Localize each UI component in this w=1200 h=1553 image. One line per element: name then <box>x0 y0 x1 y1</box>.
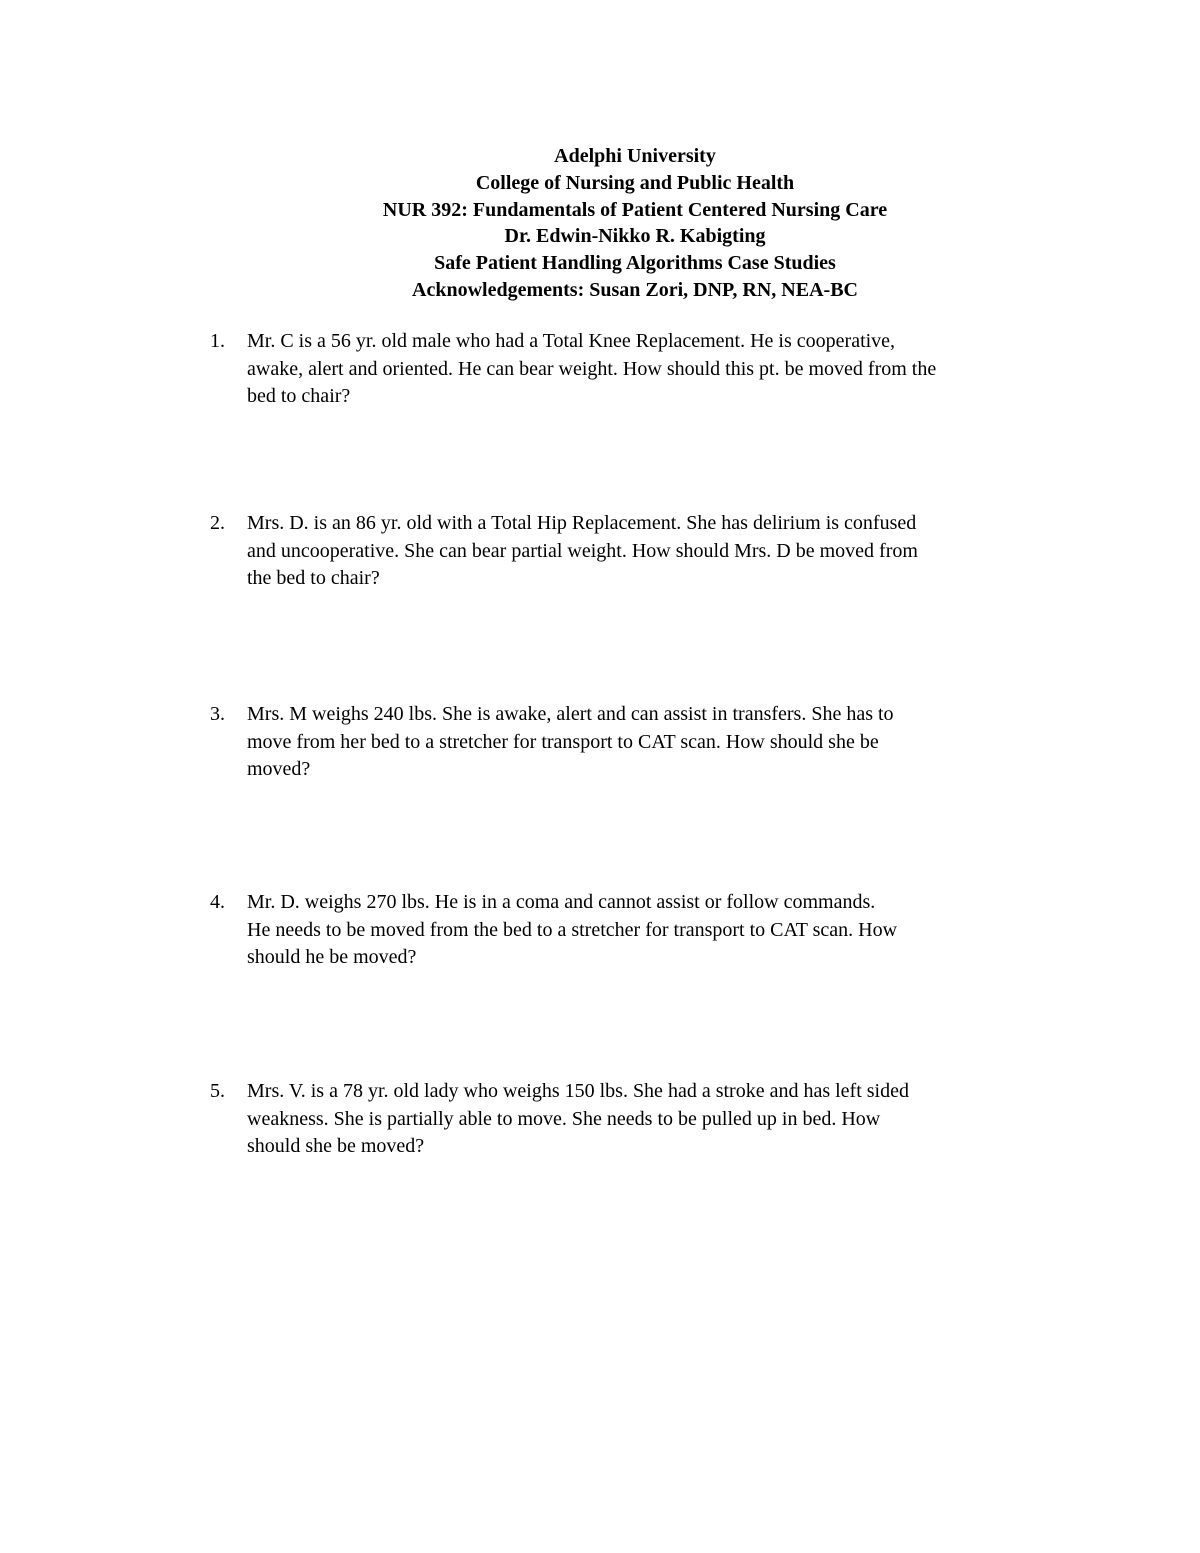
document-title: Safe Patient Handling Algorithms Case Studies <box>434 252 836 275</box>
item-number: 4. <box>210 891 225 913</box>
item-text-line: Mr. C is a 56 yr. old male who had a Total Knee Replacement. He is cooperative, <box>247 330 896 352</box>
item-text <box>247 328 1077 411</box>
university-name: Adelphi University <box>554 145 716 167</box>
item-text-line: He needs to be moved from the bed to a stretcher for transport to CAT scan. How <box>247 918 898 941</box>
item-text-line: should he be moved? <box>247 946 417 968</box>
item-text-line: Mrs. D. is an 86 yr. old with a Total Hip Replacement. She has delirium is confused <box>247 512 917 534</box>
item-text-line: Mrs. V. is a 78 yr. old lady who weighs 150 lbs. She had a stroke and has left sided <box>247 1080 909 1102</box>
item-text-line: awake, alert and oriented. He can bear weight. How should this pt. be moved from the <box>247 357 937 380</box>
item-text <box>247 889 1077 972</box>
item-text-line: Mrs. M weighs 240 lbs. She is awake, alert and can assist in transfers. She has to <box>247 703 894 725</box>
college-name: College of Nursing and Public Health <box>475 171 795 194</box>
item-number: 1. <box>210 330 225 352</box>
item-text-line: and uncooperative. She can bear partial weight. How should Mrs. D be moved from <box>247 539 918 562</box>
item-text <box>247 701 1077 784</box>
item-number: 2. <box>210 512 225 534</box>
acknowledgements: Acknowledgements: Susan Zori, DNP, RN, NEA-BC <box>412 278 858 301</box>
course-title: NUR 392: Fundamentals of Patient Centered Nursing Care <box>382 198 888 221</box>
item-text <box>247 510 1077 593</box>
item-number: 5. <box>210 1080 225 1102</box>
item-text <box>247 1078 1077 1161</box>
item-text-line: Mr. D. weighs 270 lbs. He is in a coma and cannot assist or follow commands. <box>247 891 876 913</box>
item-text-line: bed to chair? <box>247 385 351 407</box>
item-text-line: moved? <box>247 758 311 780</box>
instructor-name: Dr. Edwin-Nikko R. Kabigting <box>504 225 766 248</box>
item-number: 3. <box>210 703 225 725</box>
item-text-line: the bed to chair? <box>247 567 380 589</box>
item-text-line: move from her bed to a stretcher for transport to CAT scan. How should she be <box>247 730 879 753</box>
document-header <box>0 143 1200 304</box>
item-text-line: weakness. She is partially able to move. She needs to be pulled up in bed. How <box>247 1107 881 1130</box>
item-text-line: should she be moved? <box>247 1135 425 1157</box>
